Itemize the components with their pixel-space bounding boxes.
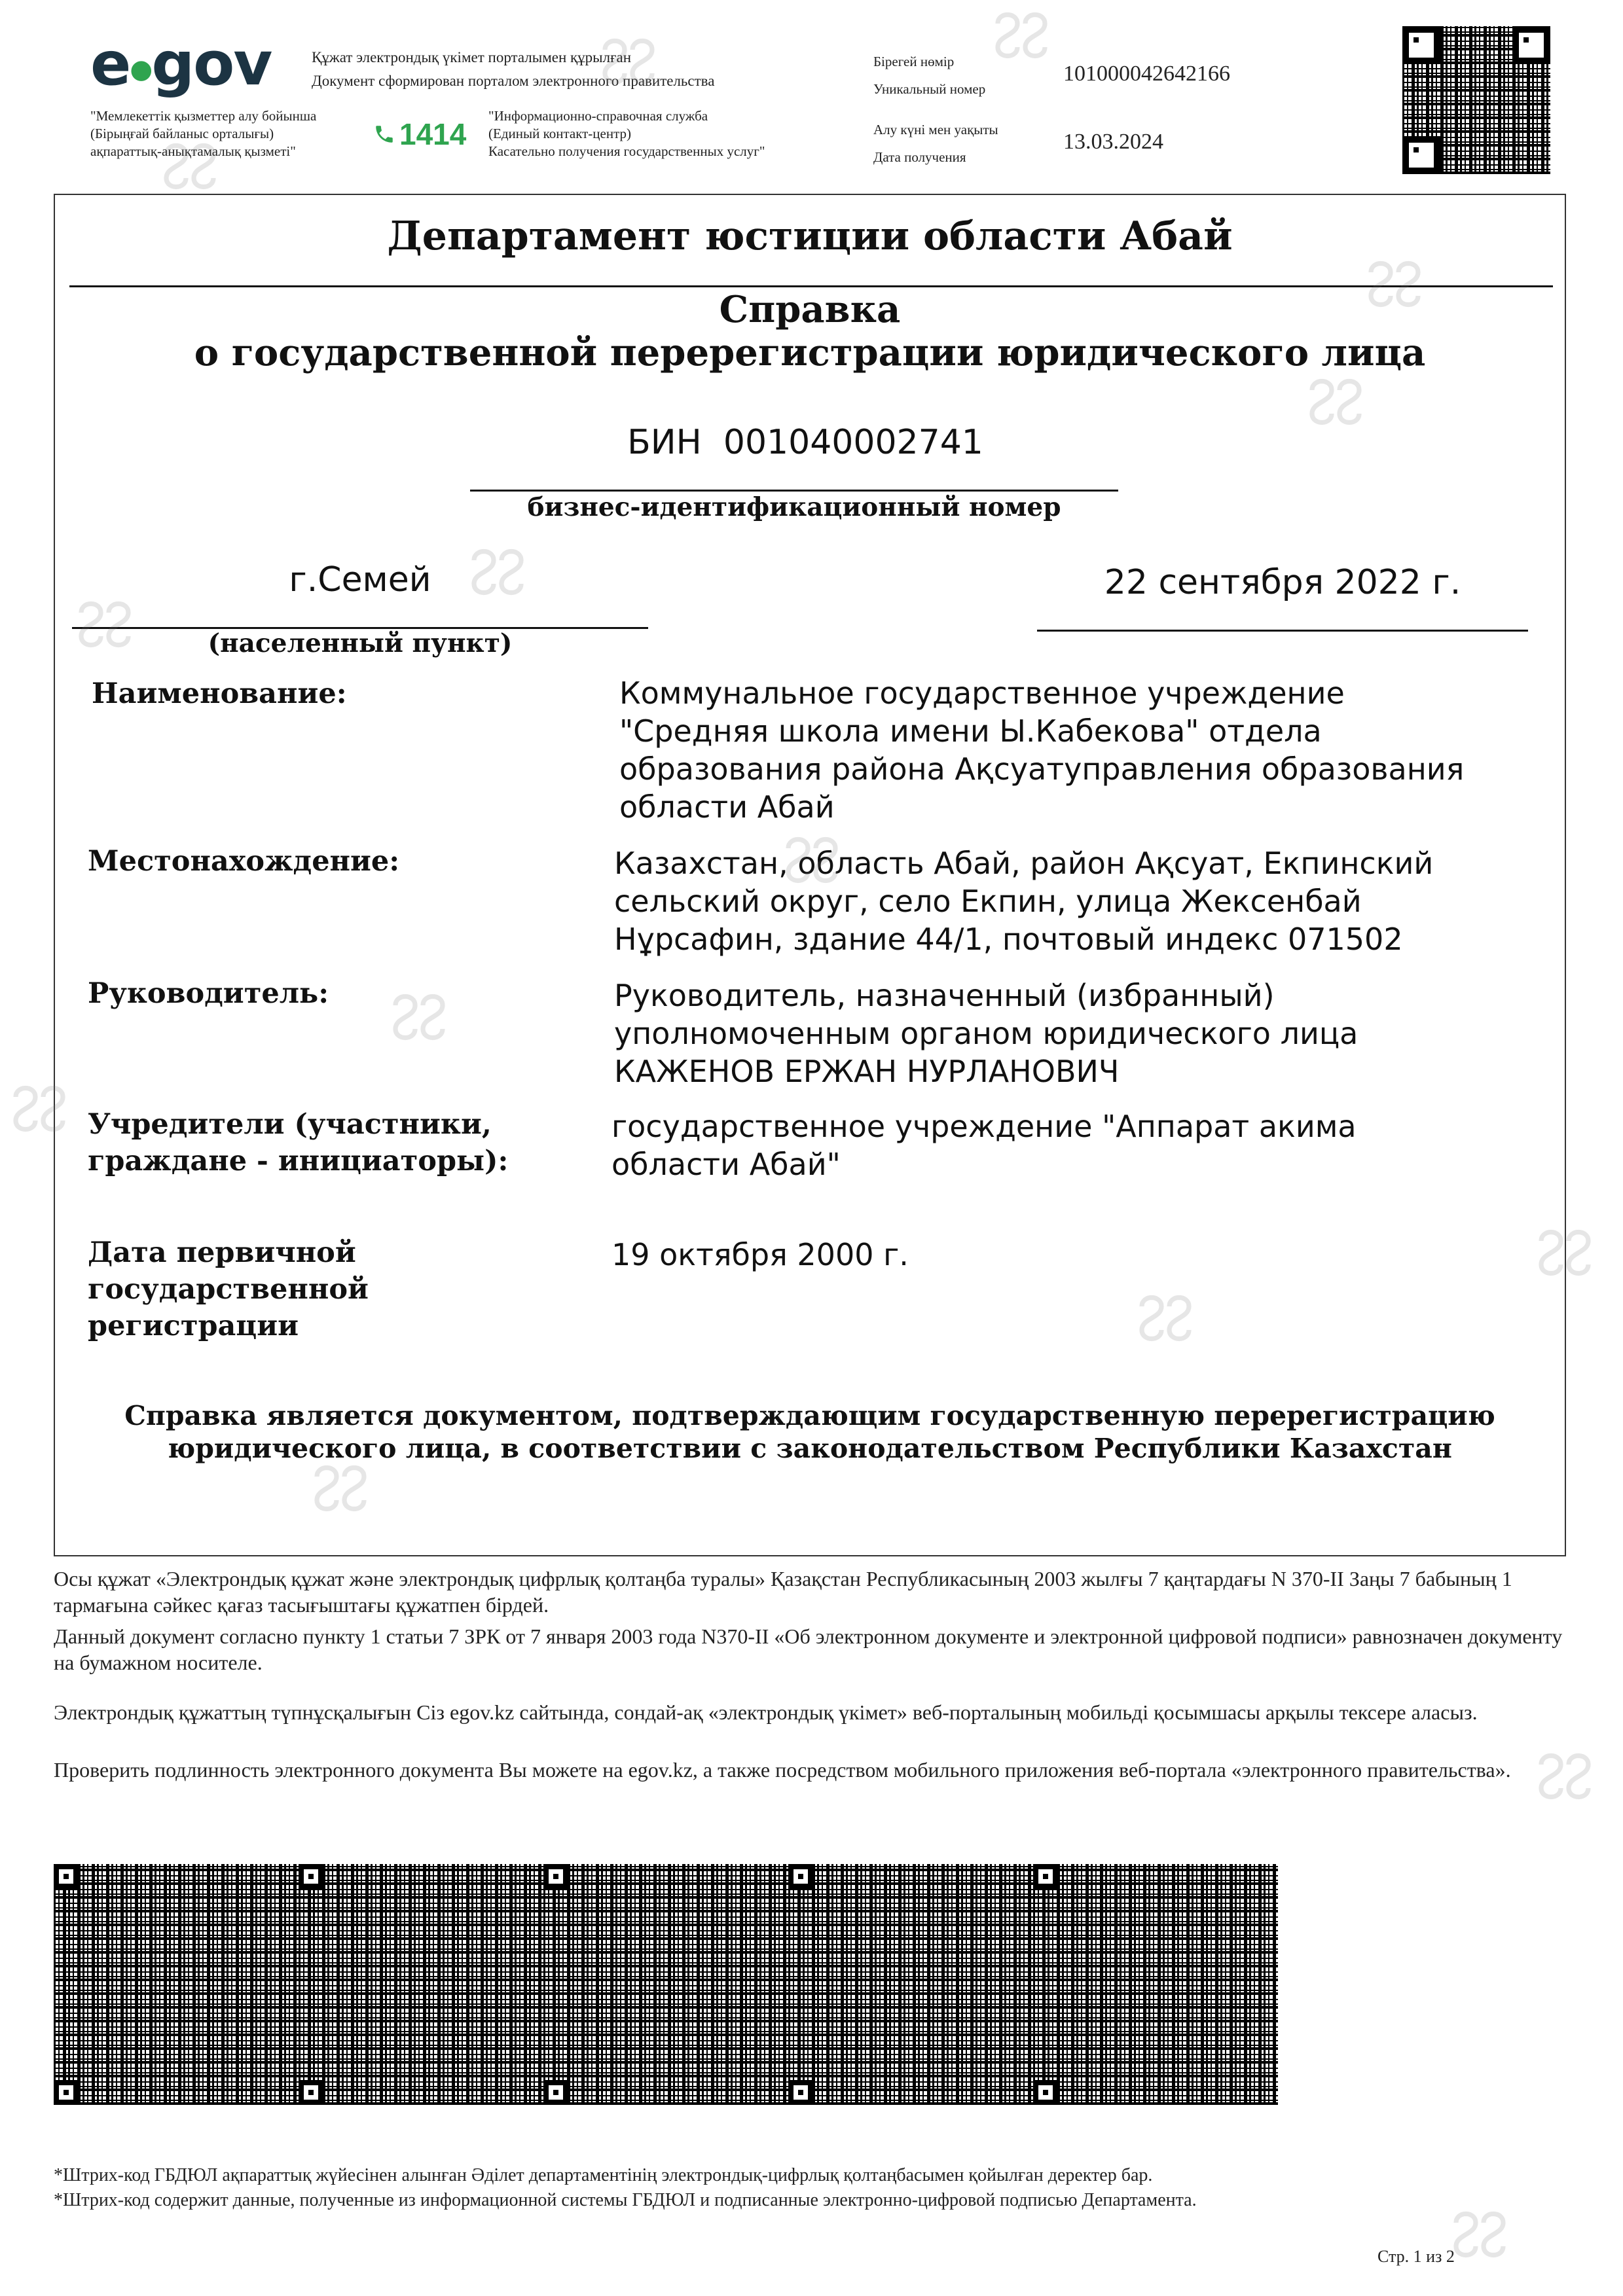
date-label-kz: Алу күні мен уақыты xyxy=(873,122,998,137)
ornament-watermark xyxy=(589,26,668,105)
ornament-watermark xyxy=(380,982,458,1060)
value-location: Казахстан, область Абай, район Ақсуат, Екпинский сельский округ, село Екпин, улица Жексенбай Нұрсафин, здание 44/1, почтовый индекс 071502 xyxy=(614,846,1434,957)
legal-kz-2: Электрондық құжаттың түпнұсқалығын Сіз egov.kz сайтында, сондай-ақ «электрондық үкімет» веб-порталының мобильді қосымшасы арқылы тексере аласыз. xyxy=(54,1700,1478,1724)
barcode-strip xyxy=(54,1864,1278,2105)
ornament-watermark xyxy=(0,1073,79,1152)
date-underline xyxy=(1037,630,1528,632)
barcode-finder xyxy=(1033,1864,1058,1889)
date-label-ru: Дата получения xyxy=(873,149,966,165)
value-first-registration: 19 октября 2000 г. xyxy=(611,1237,909,1272)
qr-code-icon xyxy=(1402,26,1550,174)
portal-ru: Документ сформирован порталом электронного правительства xyxy=(312,73,715,89)
title-line2: о государственной перерегистрации юридического лица xyxy=(194,331,1426,374)
egov-logo: e●gov xyxy=(90,29,272,99)
logo-dot-icon: ● xyxy=(130,54,152,84)
label-head: Руководитель: xyxy=(88,977,329,1010)
barcode-finder xyxy=(54,1864,79,1889)
bin-underline xyxy=(470,490,1118,492)
phone-icon xyxy=(373,123,395,145)
ornament-watermark xyxy=(773,825,851,903)
ornament-watermark xyxy=(1525,1217,1604,1296)
bin-field: БИН 001040002741 xyxy=(627,423,983,462)
department-name: Департамент юстиции области Абай xyxy=(387,213,1233,259)
footnote-kz: *Штрих-код ГБДЮЛ ақпараттық жүйесінен алынған Әділет департаментінің электрондық-цифрлық қолтаңбасымен қойылған деректер бар. xyxy=(54,2165,1153,2185)
ornament-watermark xyxy=(151,131,229,209)
barcode-finder xyxy=(543,1864,568,1889)
date-received: 13.03.2024 xyxy=(1063,130,1163,154)
registration-date: 22 сентября 2022 г. xyxy=(1104,563,1461,602)
barcode-finder xyxy=(543,2080,568,2105)
page-number: Стр. 1 из 2 xyxy=(1377,2247,1455,2266)
bin-value: 001040002741 xyxy=(723,423,983,462)
statement-line2: юридического лица, в соответствии с законодательством Республики Казахстан xyxy=(168,1433,1452,1464)
barcode-finder xyxy=(788,1864,813,1889)
ornament-watermark xyxy=(982,0,1061,79)
value-head: Руководитель, назначенный (избранный) уполномоченным органом юридического лица КАЖЕНОВ ЕРЖАН НУРЛАНОВИЧ xyxy=(614,978,1359,1089)
barcode-finder xyxy=(1033,2080,1058,2105)
barcode-finder xyxy=(299,2080,323,2105)
city-caption: (населенный пункт) xyxy=(208,628,513,658)
statement-line1: Справка является документом, подтверждающим государственную перерегистрацию xyxy=(124,1400,1495,1431)
ornament-watermark xyxy=(458,537,537,615)
contact-kz: "Мемлекеттік қызметтер алу бойынша (Бірыңғай байланыс орталығы) ақпараттық-анықтамалық қызметі" xyxy=(90,108,317,159)
barcode-finder xyxy=(788,2080,813,2105)
value-founders: государственное учреждение "Аппарат акима области Абай" xyxy=(611,1109,1357,1182)
ornament-watermark xyxy=(301,1453,380,1532)
ornament-watermark xyxy=(1355,249,1434,327)
footnote-ru: *Штрих-код содержит данные, полученные из информационной системы ГБДЮЛ и подписанные электронно-цифровой подписью Департамента. xyxy=(54,2190,1197,2210)
ornament-watermark xyxy=(1296,367,1375,445)
ornament-watermark xyxy=(65,589,144,668)
city: г.Семей xyxy=(289,560,431,600)
bin-caption: бизнес-идентификационный номер xyxy=(527,492,1061,522)
legal-ru-1: Данный документ согласно пункту 1 статьи 7 ЗРК от 7 января 2003 года N370-II «Об электронном документе и электронной цифровой подписи» равнозначен документу на бумажном носителе. xyxy=(54,1624,1563,1674)
label-founders: Учредители (участники, граждане - инициаторы): xyxy=(88,1108,509,1177)
ornament-watermark xyxy=(1126,1283,1205,1361)
legal-ru-2: Проверить подлинность электронного документа Вы можете на egov.kz, а также посредством мобильного приложения веб-портала «электронного правительства». xyxy=(54,1758,1511,1782)
ornament-watermark xyxy=(1525,1741,1604,1820)
phone-number: 1414 xyxy=(373,117,466,152)
legal-kz-1: Осы құжат «Электрондық құжат және электрондық цифрлық қолтаңба туралы» Қазақстан Республикасының 2003 жылғы 7 қаңтардағы N 370-II Заңы 7 бабының 1 тармағына сәйкес қағаз тасығыштағы құжатпен бірдей. xyxy=(54,1567,1512,1617)
unique-label-ru: Уникальный номер xyxy=(873,81,986,97)
unique-number: 101000042642166 xyxy=(1063,62,1230,86)
unique-label-kz: Бірегей нөмір xyxy=(873,54,955,69)
department-divider xyxy=(69,285,1553,287)
barcode-finder xyxy=(54,2080,79,2105)
portal-kz: Құжат электрондық үкімет порталымен құрылған xyxy=(312,49,632,65)
ornament-watermark xyxy=(1440,2199,1519,2278)
value-name: Коммунальное государственное учреждение "Средняя школа имени Ы.Кабекова" отдела образования района Ақсуатуправления образования области Абай xyxy=(619,675,1465,825)
barcode-finder xyxy=(299,1864,323,1889)
contact-ru: "Информационно-справочная служба (Единый контакт-центр) Касательно получения государственных услуг" xyxy=(488,108,765,159)
label-first-registration: Дата первичной государственной регистрации xyxy=(88,1236,369,1342)
label-name: Наименование: xyxy=(92,677,347,710)
label-location: Местонахождение: xyxy=(88,845,400,878)
title-line1: Справка xyxy=(719,288,901,331)
